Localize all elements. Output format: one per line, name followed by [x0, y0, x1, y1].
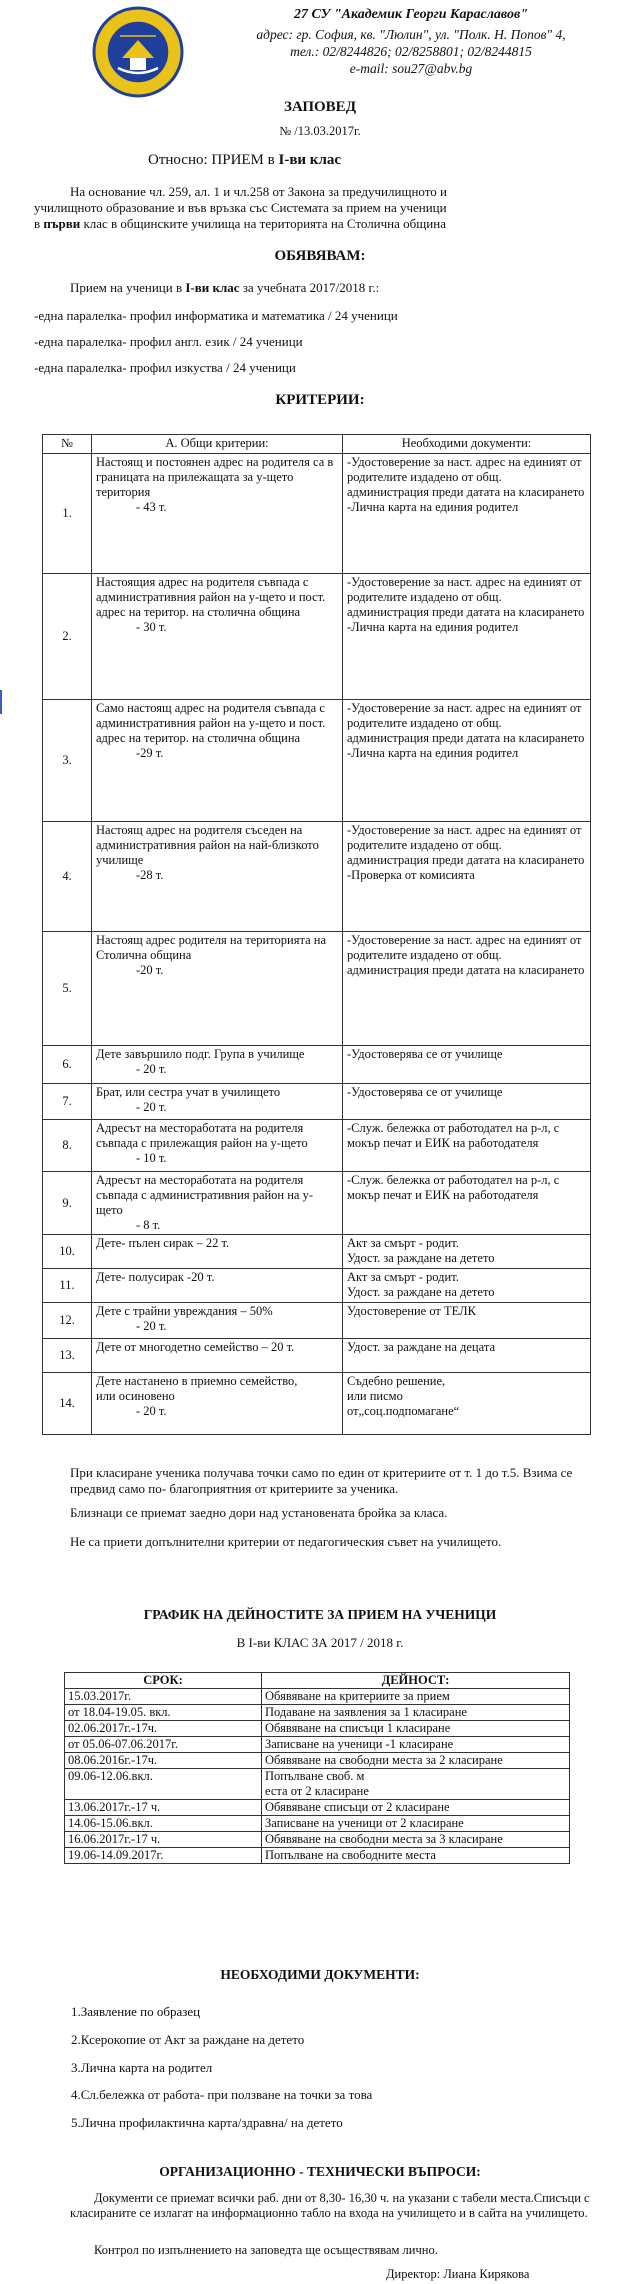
- col-activity-header: ДЕЙНОСТ:: [262, 1673, 570, 1689]
- criteria-text-cell: [92, 1339, 343, 1373]
- criteria-text-cell: [92, 1172, 343, 1235]
- criteria-documents: -Служ. бележка от работодател на р-л, с мокър печат и ЕИК на работодателя: [343, 1172, 591, 1235]
- criteria-text: Дете завършило подг. Група в училище: [96, 1047, 305, 1061]
- criteria-row: [43, 1172, 591, 1235]
- schedule-term: 08.06.2016г.-17ч.: [65, 1753, 262, 1769]
- note-points: При класиране ученика получава точки само по един от критериите от т. 1 до т.5. Взима се предвид само по- благоприятния от критериите за ученика.: [70, 1465, 573, 1496]
- criteria-text-cell: [92, 932, 343, 1046]
- announce-title: ОБЯВЯВАМ:: [274, 248, 366, 264]
- document-item: 2.Ксерокопие от Акт за раждане на детето: [71, 2032, 305, 2047]
- criteria-row: [43, 1235, 591, 1269]
- document-item: 1.Заявление по образец: [71, 2004, 201, 2019]
- schedule-row: [65, 1848, 570, 1864]
- schedule-activity: Обявяване на критериите за прием: [262, 1689, 570, 1705]
- criteria-number: 7.: [43, 1084, 92, 1120]
- criteria-table: [42, 434, 591, 1435]
- criteria-text: Адресът на месторaботата на родителя съвпада с прилежащия район на у-щето: [96, 1121, 308, 1150]
- criteria-text-cell: [92, 1120, 343, 1172]
- criteria-documents: -Удостоверение за наст. адрес на единият от родителите издадено от общ. администрация преди датата на класирането -Лична карта на единия родител: [343, 574, 591, 700]
- order-title: ЗАПОВЕД: [283, 99, 357, 115]
- criteria-text-cell: [92, 1046, 343, 1084]
- criteria-points: -28 т.: [136, 868, 164, 882]
- criteria-text: Адресът на месторaботата на родителя съвпада с административния район на у-щето: [96, 1173, 314, 1217]
- criteria-number: 5.: [43, 932, 92, 1046]
- criteria-text: Настоящ адрес на родителя съседен на административния район на най-близкото училище: [96, 823, 319, 867]
- criteria-text: Настоящ и постоянен адрес на родителя са в границата на прилежащата за у-щето територия: [96, 455, 334, 499]
- criteria-text-cell: [92, 1303, 343, 1339]
- schedule-row: [65, 1832, 570, 1848]
- criteria-row: [43, 1269, 591, 1303]
- criteria-documents: Удост. за раждане на децата: [343, 1339, 591, 1373]
- criteria-number: 14.: [43, 1373, 92, 1435]
- criteria-row: [43, 1046, 591, 1084]
- document-item: 3.Лична карта на родител: [71, 2060, 213, 2075]
- criteria-points: -20 т.: [136, 963, 164, 977]
- criteria-text-cell: [92, 1373, 343, 1435]
- criteria-text-cell: [92, 700, 343, 822]
- criteria-row: [43, 1084, 591, 1120]
- documents-title: НЕОБХОДИМИ ДОКУМЕНТИ:: [220, 1967, 420, 1982]
- schedule-activity: Обявяване на свободни места за 2 класиране: [262, 1753, 570, 1769]
- schedule-term: 15.03.2017г.: [65, 1689, 262, 1705]
- school-name: 27 СУ "Академик Георги Караславов": [293, 7, 529, 22]
- criteria-row: [43, 574, 591, 700]
- schedule-row: [65, 1800, 570, 1816]
- schedule-header-row: [65, 1673, 570, 1689]
- criteria-number: 13.: [43, 1339, 92, 1373]
- org-text: Документи се приемат всички раб. дни от 8,30- 16,30 ч. на указани с табели места.Списъци с класираните се излагат на информационно табло на входа на училището и в сайта на училището.: [70, 2191, 590, 2220]
- schedule-row: [65, 1705, 570, 1721]
- criteria-text: Само настоящ адрес на родителя съвпада с административния район на у-щето и пост. адрес на територ. на столична община: [96, 701, 326, 745]
- criteria-row: [43, 700, 591, 822]
- schedule-activity: Подаване на заявления за 1 класиране: [262, 1705, 570, 1721]
- schedule-term: от 05.06-07.06.2017г.: [65, 1737, 262, 1753]
- criteria-documents: -Удостоверение за наст. адрес на единият от родителите издадено от общ. администрация преди датата на класирането -Проверка от комисията: [343, 822, 591, 932]
- control-text: Контрол по изпълнението на заповедта ще осъществявам лично.: [94, 2243, 438, 2257]
- criteria-text: Настоящ адрес родителя на територията на Столична община: [96, 933, 327, 962]
- schedule-table: [64, 1672, 570, 1864]
- paralelka-line-1: -една паралелка- профил информатика и математика / 24 ученици: [34, 308, 398, 323]
- schedule-subtitle: В I-ви КЛАС ЗА 2017 / 2018 г.: [236, 1635, 404, 1650]
- criteria-number: 3.: [43, 700, 92, 822]
- criteria-documents: Акт за смърт - родит. Удост. за раждане на детето: [343, 1235, 591, 1269]
- criteria-row: [43, 454, 591, 574]
- paralelka-line-2: -една паралелка- профил англ. език / 24 ученици: [34, 334, 303, 349]
- note-extra-criteria: Не са приети допълнителни критерии от педагогическия съвет на училището.: [70, 1534, 502, 1549]
- criteria-points: - 43 т.: [136, 500, 167, 514]
- criteria-documents: Съдебно решение, или писмо от„соц.подпомагане“: [343, 1373, 591, 1435]
- schedule-row: [65, 1689, 570, 1705]
- schedule-row: [65, 1753, 570, 1769]
- schedule-rows: [65, 1689, 570, 1864]
- document-item: 5.Лична профилактична карта/здравна/ на детето: [71, 2115, 343, 2130]
- criteria-points: - 20 т.: [136, 1100, 167, 1114]
- schedule-row: [65, 1816, 570, 1832]
- criteria-points: - 20 т.: [136, 1062, 167, 1076]
- schedule-title: ГРАФИК НА ДЕЙНОСТИТЕ ЗА ПРИЕМ НА УЧЕНИЦИ: [143, 1607, 497, 1622]
- schedule-term: от 18.04-19.05. вкл.: [65, 1705, 262, 1721]
- col-documents-header: Необходими документи:: [343, 435, 591, 454]
- criteria-row: [43, 932, 591, 1046]
- criteria-row: [43, 1339, 591, 1373]
- document-item: 4.Сл.бележка от работа- при ползване на точки за това: [71, 2087, 373, 2102]
- criteria-row: [43, 822, 591, 932]
- criteria-documents: -Удостоверение за наст. адрес на единият от родителите издадено от общ. администрация преди датата на класирането -Лична карта на единия родител: [343, 700, 591, 822]
- school-email: e-mail: sou27@abv.bg: [349, 61, 473, 76]
- col-number-header: №: [43, 435, 92, 454]
- schedule-term: 13.06.2017г.-17 ч.: [65, 1800, 262, 1816]
- schedule-row: [65, 1737, 570, 1753]
- criteria-text-cell: [92, 1084, 343, 1120]
- criteria-documents: -Удостоверява се от училище: [343, 1084, 591, 1120]
- criteria-documents: -Служ. бележка от работодател на р-л, с мокър печат и ЕИК на работодателя: [343, 1120, 591, 1172]
- criteria-text: Дете- пълен сирак – 22 т.: [96, 1236, 230, 1250]
- criteria-text-cell: [92, 1269, 343, 1303]
- criteria-number: 1.: [43, 454, 92, 574]
- col-criteria-header: А. Общи критерии:: [92, 435, 343, 454]
- criteria-number: 8.: [43, 1120, 92, 1172]
- criteria-points: -29 т.: [136, 746, 164, 760]
- basis-line-1: На основание чл. 259, ал. 1 и чл.258 от Закона за предучилищното и: [70, 184, 447, 199]
- criteria-number: 9.: [43, 1172, 92, 1235]
- criteria-points: - 20 т.: [136, 1319, 167, 1333]
- school-address: адрес: гр. София, кв. "Люлин", ул. "Полк. Н. Попов" 4,: [256, 27, 566, 42]
- criteria-text-cell: [92, 1235, 343, 1269]
- schedule-term: 19.06-14.09.2017г.: [65, 1848, 262, 1864]
- criteria-number: 6.: [43, 1046, 92, 1084]
- criteria-text: Настоящия адрес на родителя съвпада с административния район на у-щето и пост. адрес на територ. на столична община: [96, 575, 326, 619]
- schedule-row: [65, 1769, 570, 1800]
- school-phones: тел.: 02/8244826; 02/8258801; 02/8244815: [290, 44, 532, 59]
- criteria-documents: -Удостоверение за наст. адрес на единият от родителите издадено от общ. администрация преди датата на класирането -Лична карта на единия родител: [343, 454, 591, 574]
- criteria-row: [43, 1373, 591, 1435]
- basis-line-3: в първи клас в общинските училища на територията на Столична община: [34, 216, 446, 231]
- criteria-number: 2.: [43, 574, 92, 700]
- schedule-term: 09.06-12.06.вкл.: [65, 1769, 262, 1800]
- criteria-text-cell: [92, 574, 343, 700]
- criteria-text-cell: [92, 822, 343, 932]
- criteria-rows: [43, 454, 591, 1435]
- schedule-activity: Обявяване списъци от 2 класиране: [262, 1800, 570, 1816]
- criteria-documents: -Удостоверение за наст. адрес на единият от родителите издадено от общ. администрация преди датата на класирането: [343, 932, 591, 1046]
- director-signature: Директор: Лиана Кирякова: [386, 2267, 530, 2281]
- criteria-title: КРИТЕРИИ:: [275, 392, 365, 408]
- schedule-term: 02.06.2017г.-17ч.: [65, 1721, 262, 1737]
- schedule-activity: Попълване своб. м еста от 2 класиране: [262, 1769, 570, 1800]
- schedule-activity: Обявяване на свободни места за 3 класиране: [262, 1832, 570, 1848]
- schedule-row: [65, 1721, 570, 1737]
- criteria-header-row: [43, 435, 591, 454]
- school-logo: [92, 6, 184, 98]
- criteria-number: 10.: [43, 1235, 92, 1269]
- criteria-row: [43, 1303, 591, 1339]
- criteria-points: - 30 т.: [136, 620, 167, 634]
- schedule-activity: Попълване на свободните места: [262, 1848, 570, 1864]
- schedule-activity: Записване на ученици от 2 класиране: [262, 1816, 570, 1832]
- schedule-term: 14.06-15.06.вкл.: [65, 1816, 262, 1832]
- org-title: ОРГАНИЗАЦИОННО - ТЕХНИЧЕСКИ ВЪПРОСИ:: [159, 2164, 481, 2179]
- paralelka-line-3: -една паралелка- профил изкуства / 24 ученици: [34, 360, 296, 375]
- criteria-text-cell: [92, 454, 343, 574]
- schedule-activity: Записване на ученици -1 класиране: [262, 1737, 570, 1753]
- criteria-text: Дете- полусирак -20 т.: [96, 1270, 215, 1284]
- criteria-text: Дете с трайни увреждания – 50%: [96, 1304, 273, 1318]
- col-term-header: СРОК:: [65, 1673, 262, 1689]
- announce-intro: Прием на ученици в I-ви клас за учебната 2017/2018 г.:: [70, 280, 380, 295]
- criteria-text: Брат, или сестра учат в училището: [96, 1085, 281, 1099]
- schedule-term: 16.06.2017г.-17 ч.: [65, 1832, 262, 1848]
- criteria-row: [43, 1120, 591, 1172]
- order-number: № /13.03.2017г.: [279, 124, 361, 138]
- criteria-points: - 20 т.: [136, 1404, 167, 1418]
- criteria-points: - 10 т.: [136, 1151, 167, 1165]
- criteria-documents: Акт за смърт - родит. Удост. за раждане на детето: [343, 1269, 591, 1303]
- criteria-documents: -Удостоверява се от училище: [343, 1046, 591, 1084]
- criteria-number: 4.: [43, 822, 92, 932]
- criteria-text: Дете от многодетно семейство – 20 т.: [96, 1340, 295, 1354]
- criteria-text: Дете настанено в приемно семейство, или осиновено: [96, 1374, 298, 1403]
- criteria-number: 11.: [43, 1269, 92, 1303]
- note-twins: Близнаци се приемат заедно дори над установената бройка за класа.: [70, 1505, 448, 1520]
- criteria-number: 12.: [43, 1303, 92, 1339]
- schedule-activity: Обявяване на списъци 1 класиране: [262, 1721, 570, 1737]
- order-subject: Относно: ПРИЕМ в I-ви клас: [148, 152, 342, 168]
- criteria-documents: Удостоверение от ТЕЛК: [343, 1303, 591, 1339]
- criteria-points: - 8 т.: [136, 1218, 161, 1232]
- basis-line-2: училищното образование и във връзка със Системата за прием на ученици: [34, 200, 447, 215]
- margin-mark: [0, 690, 2, 714]
